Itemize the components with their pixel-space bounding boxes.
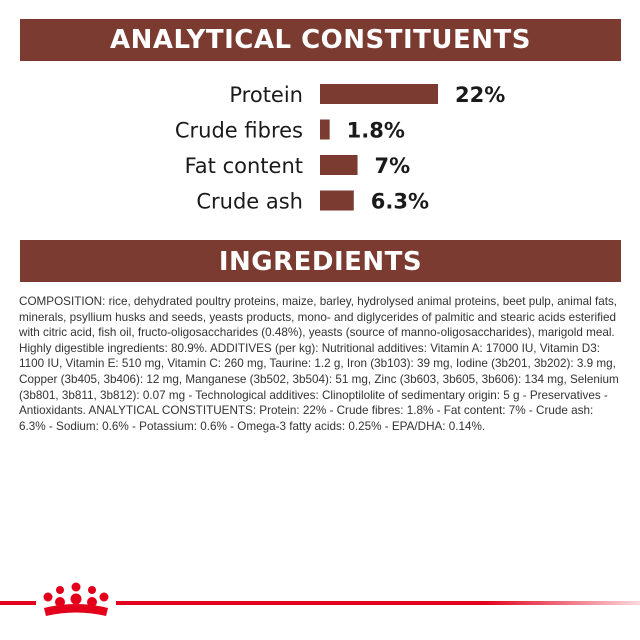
value-label: 6.3% xyxy=(370,189,430,214)
bar xyxy=(320,84,438,104)
value-label: 7% xyxy=(374,154,411,178)
footer xyxy=(0,580,640,620)
analytical-constituents-chart xyxy=(0,66,640,226)
category-label: Fat content xyxy=(184,154,303,178)
value-label: 22% xyxy=(455,83,506,107)
bar xyxy=(320,120,330,140)
bar xyxy=(320,155,358,175)
bar xyxy=(320,191,354,211)
analytical-constituents-header: ANALYTICAL CONSTITUENTS xyxy=(20,19,621,61)
ingredients-composition-text: COMPOSITION: rice, dehydrated poultry proteins, maize, barley, hydrolysed animal proteins, beet pulp, animal fats, minerals, psyllium husks and seeds, yeasts products, mono- and diglycerides of palmitic and stearic acids esterified with citric acid, fish oil, fructo-oligosaccharides (0.48%), yeasts (source of manno-oligosaccharides), marigold meal. Highly digestible ingredients: 80.9%. ADDITIVES (per kg): Nutritional additives: Vitamin A: 17000 IU, Vitamin D3: 1100 IU, Vitamin E: 510 mg, Vitamin C: 260 mg, Taurine: 1.2 g, Iron (3b103): 39 mg, Iodine (3b201, 3b202): 3.9 mg, Copper (3b405, 3b406): 12 mg, Manganese (3b502, 3b504): 51 mg, Zinc (3b603, 3b605, 3b606): 134 mg, Selenium (3b801, 3b811, 3b812): 0.07 mg - Technological additives: Clinoptilolite of sedimentary origin: 5 g - Preservatives - Antioxidants. ANALYTICAL CONSTITUENTS: Protein: 22% - Crude fibres: 1.8% - Fat content: 7% - Crude ash: 6.3% - Sodium: 0.6% - Potassium: 0.6% - Omega-3 fatty acids: 0.25% - EPA/DHA: 0.14%. xyxy=(19,295,619,433)
crown-icon xyxy=(40,582,112,620)
category-label: Protein xyxy=(229,83,303,107)
ingredients-header: INGREDIENTS xyxy=(20,240,621,282)
value-label: 1.8% xyxy=(346,118,405,143)
category-label: Crude ash xyxy=(196,189,303,214)
footer-red-line-left xyxy=(0,601,36,605)
category-label: Crude fibres xyxy=(174,118,303,143)
footer-red-line-right xyxy=(116,601,640,605)
